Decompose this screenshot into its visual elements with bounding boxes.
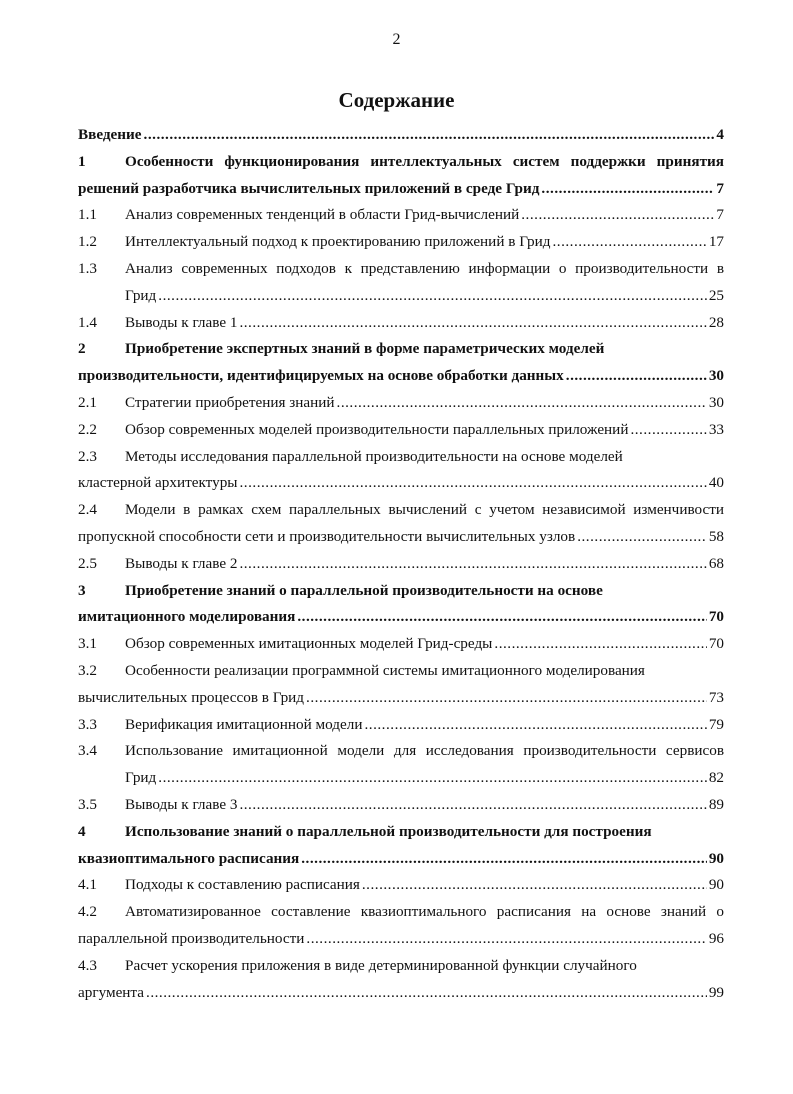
toc-number: 4.3	[78, 956, 97, 974]
toc-page-number: 68	[708, 554, 724, 572]
dot-leader	[494, 635, 706, 653]
toc-page-number: 25	[708, 286, 724, 304]
toc-section-3-4-line1	[78, 742, 724, 769]
toc-entry-title: вычислительных процессов в Грид	[78, 688, 305, 706]
dot-leader	[364, 716, 706, 734]
toc-number: 4	[78, 822, 86, 840]
toc-section-2-2	[78, 421, 724, 448]
dot-leader	[301, 850, 707, 868]
toc-page-number: 73	[708, 688, 724, 706]
toc-entry-intro	[78, 126, 724, 153]
toc-page-number: 58	[708, 527, 724, 545]
toc-entry-title: параллельной производительности	[78, 929, 305, 947]
toc-entry-title: Анализ современных тенденций в области Грид-вычислений	[125, 206, 520, 224]
toc-entry-title: Интеллектуальный подход к проектированию приложений в Грид	[125, 233, 551, 251]
toc-entry-title: Выводы к главе 1	[125, 313, 238, 331]
toc-section-4-2-line1	[78, 903, 724, 930]
toc-page-number: 90	[708, 876, 724, 894]
toc-number: 3.4	[78, 742, 97, 760]
toc-entry-title: Подходы к составлению расписания	[125, 876, 360, 894]
toc-entry-title: пропускной способности сети и производительности вычислительных узлов	[78, 527, 576, 545]
dot-leader	[630, 421, 706, 439]
toc-section-2-5	[78, 555, 724, 582]
toc-section-2-3-line1	[78, 448, 724, 475]
dot-leader	[239, 314, 706, 332]
toc-entry-title: Анализ современных подходов к представлению информации о производительности в	[125, 259, 724, 277]
toc-page-number: 79	[708, 715, 724, 733]
toc-chapter-4-line2	[78, 850, 724, 877]
toc-entry-title: Использование имитационной модели для исследования производительности сервисов	[125, 742, 724, 760]
toc-section-3-1	[78, 635, 724, 662]
dot-leader	[337, 394, 707, 412]
toc-page-number: 90	[708, 849, 724, 867]
toc-entry-title: Приобретение знаний о параллельной производительности на основе	[125, 581, 603, 599]
toc-chapter-4-line1	[78, 823, 724, 850]
toc-entry-title: Расчет ускорения приложения в виде детерминированной функции случайного	[125, 956, 637, 974]
toc-page-number: 17	[708, 233, 724, 251]
toc-page-number: 30	[708, 393, 724, 411]
toc-entry-title: решений разработчика вычислительных приложений в среде Грид	[78, 179, 540, 197]
page-number: 2	[392, 31, 401, 48]
toc-entry-title: Выводы к главе 2	[125, 554, 238, 572]
toc-section-3-2-line2	[78, 689, 724, 716]
toc-page-number: 40	[708, 474, 724, 492]
toc-number: 1.3	[78, 259, 97, 277]
dot-leader	[362, 876, 707, 894]
toc-section-4-1	[78, 876, 724, 903]
toc-entry-title: Стратегии приобретения знаний	[125, 393, 335, 411]
toc-page-number: 33	[708, 420, 724, 438]
toc-section-4-3-line2	[78, 984, 724, 1011]
dot-leader	[306, 930, 706, 948]
toc-page-number: 70	[708, 635, 724, 653]
toc-page-number: 70	[708, 608, 724, 626]
toc-number: 2.1	[78, 393, 97, 411]
dot-leader	[239, 796, 706, 814]
toc-number: 3.2	[78, 661, 97, 679]
dot-leader	[566, 367, 707, 385]
toc-section-2-4-line1	[78, 501, 724, 528]
toc-number: 2	[78, 340, 86, 358]
toc-chapter-1-line2	[78, 180, 724, 207]
toc-entry-title: имитационного моделирования	[78, 608, 296, 626]
page-title: Содержание	[338, 88, 455, 112]
toc-number: 2.3	[78, 447, 97, 465]
dot-leader	[306, 689, 707, 707]
toc-number: 1.2	[78, 233, 97, 251]
dot-leader	[577, 528, 707, 546]
toc-section-4-2-line2	[78, 930, 724, 957]
toc-chapter-3-line1	[78, 582, 724, 609]
toc-section-1-2	[78, 233, 724, 260]
toc-page-number: 82	[708, 769, 724, 787]
toc-number: 2.2	[78, 420, 97, 438]
dot-leader	[146, 984, 707, 1002]
toc-page-number: 30	[708, 367, 724, 385]
toc-page-number: 28	[708, 313, 724, 331]
toc-section-2-1	[78, 394, 724, 421]
toc-number: 4.1	[78, 876, 97, 894]
toc-number: 3.3	[78, 715, 97, 733]
dot-leader	[240, 474, 707, 492]
toc-section-1-1	[78, 206, 724, 233]
dot-leader	[158, 769, 707, 787]
toc-number: 1.1	[78, 206, 97, 224]
dot-leader	[158, 287, 707, 305]
toc-chapter-3-line2	[78, 608, 724, 635]
dot-leader	[552, 233, 706, 251]
toc-page-number: 96	[708, 929, 724, 947]
toc-section-3-4-line2	[78, 769, 724, 796]
toc-entry-title: Модели в рамках схем параллельных вычислений с учетом независимой изменчивости	[125, 501, 724, 519]
dot-leader	[541, 180, 714, 198]
toc-section-1-3-line2	[78, 287, 724, 314]
dot-leader	[144, 126, 715, 144]
toc-number: 3.1	[78, 635, 97, 653]
toc-entry-title: Обзор современных моделей производительности параллельных приложений	[125, 420, 629, 438]
toc-entry-title: Особенности функционирования интеллектуальных систем поддержки принятия	[125, 152, 724, 170]
toc-chapter-2-line1	[78, 340, 724, 367]
toc-page-number: 7	[716, 206, 724, 224]
toc-section-2-3-line2	[78, 474, 724, 501]
toc-section-1-4	[78, 314, 724, 341]
toc-entry-title: кластерной архитектуры	[78, 474, 238, 492]
toc-number: 3	[78, 581, 86, 599]
toc-number: 4.2	[78, 903, 97, 921]
toc-entry-title: Использование знаний о параллельной производительности для построения	[125, 822, 652, 840]
toc-section-3-2-line1	[78, 662, 724, 689]
toc-entry-title: Автоматизированное составление квазиоптимального расписания на основе знаний о	[125, 903, 724, 921]
toc-entry-title: Обзор современных имитационных моделей Грид-среды	[125, 635, 493, 653]
toc-section-4-3-line1	[78, 957, 724, 984]
dot-leader	[297, 608, 706, 626]
toc-section-1-3-line1	[78, 260, 724, 287]
toc-page-number: 99	[708, 983, 724, 1001]
toc-number: 3.5	[78, 795, 97, 813]
toc-number: 1.4	[78, 313, 97, 331]
toc-number: 2.4	[78, 501, 97, 519]
toc-entry-title: производительности, идентифицируемых на основе обработки данных	[78, 367, 564, 385]
toc-entry-title: квазиоптимального расписания	[78, 849, 300, 867]
toc-chapter-2-line2	[78, 367, 724, 394]
table-of-contents	[78, 126, 724, 1010]
toc-entry-title: Методы исследования параллельной производительности на основе моделей	[125, 447, 623, 465]
toc-section-2-4-line2	[78, 528, 724, 555]
toc-page-number: 89	[708, 795, 724, 813]
toc-entry-title: Верификация имитационной модели	[125, 715, 363, 733]
toc-number: 1	[78, 152, 86, 170]
toc-chapter-1-line1	[78, 153, 724, 180]
toc-entry-title: Особенности реализации программной системы имитационного моделирования	[125, 661, 645, 679]
toc-page-number: 4	[716, 126, 724, 143]
toc-entry-title: аргумента	[78, 983, 145, 1001]
toc-number: 2.5	[78, 554, 97, 572]
toc-entry-title: Выводы к главе 3	[125, 795, 238, 813]
toc-page-number: 7	[716, 179, 724, 197]
toc-entry-title: Грид	[125, 286, 157, 304]
toc-entry-title: Введение	[78, 126, 142, 143]
toc-entry-title: Грид	[125, 769, 157, 787]
dot-leader	[521, 206, 714, 224]
dot-leader	[239, 555, 706, 573]
toc-section-3-5	[78, 796, 724, 823]
toc-entry-title: Приобретение экспертных знаний в форме параметрических моделей	[125, 340, 605, 358]
toc-section-3-3	[78, 716, 724, 743]
